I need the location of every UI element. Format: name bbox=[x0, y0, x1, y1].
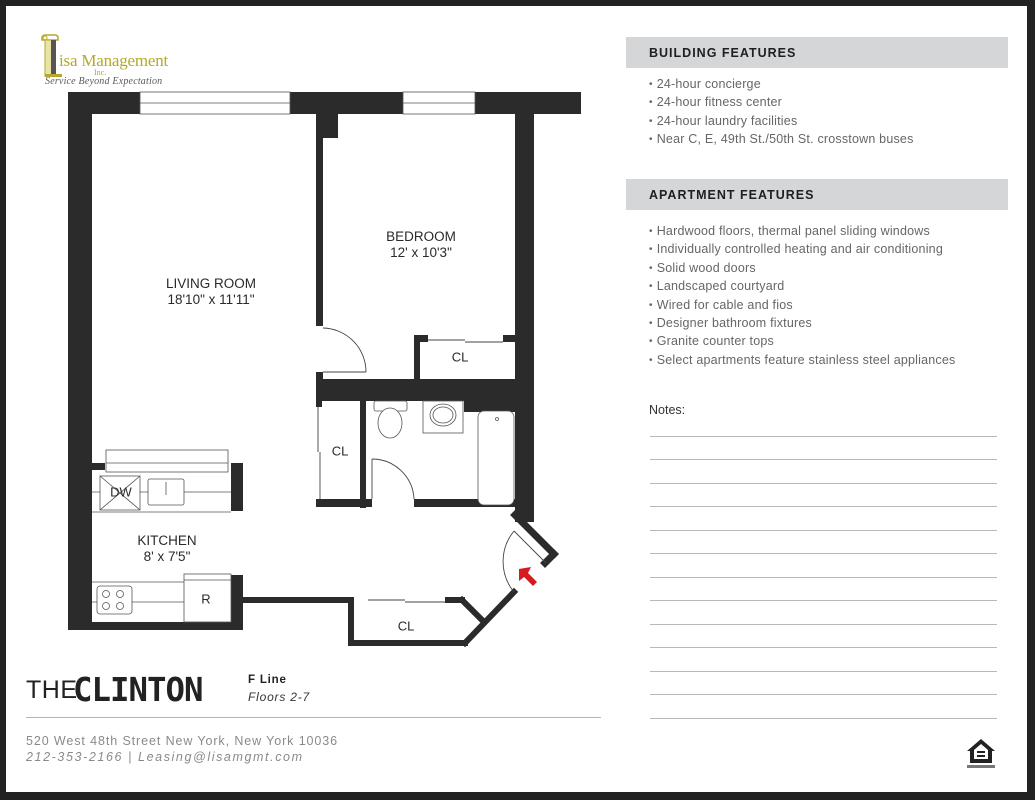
floorplan-sheet bbox=[6, 6, 1027, 792]
note-line bbox=[650, 624, 997, 625]
apartment-features-header bbox=[626, 179, 1008, 210]
building-features-list bbox=[649, 75, 914, 149]
logo-tagline: Service Beyond Expectation bbox=[45, 76, 163, 87]
refrigerator-label: R bbox=[201, 591, 211, 607]
footer-divider bbox=[26, 717, 601, 718]
apartment-features-list bbox=[649, 222, 955, 369]
section-title: APARTMENT FEATURES bbox=[649, 188, 815, 202]
note-line bbox=[650, 530, 997, 531]
hall-closet-label: CL bbox=[331, 443, 349, 459]
unit-line: F Line bbox=[248, 674, 287, 686]
kitchen-label bbox=[137, 533, 196, 565]
entry-arrow-icon bbox=[519, 567, 537, 586]
note-line bbox=[650, 459, 997, 460]
list-item: • Select apartments feature stainless steel appliances bbox=[649, 351, 955, 369]
building-features-header bbox=[626, 37, 1008, 68]
note-line bbox=[650, 718, 997, 719]
note-line bbox=[650, 553, 997, 554]
unit-floors: Floors 2-7 bbox=[248, 690, 311, 704]
section-title: BUILDING FEATURES bbox=[649, 46, 797, 60]
room-size: 18'10" x 11'11" bbox=[167, 292, 255, 307]
note-line bbox=[650, 671, 997, 672]
list-item: • Designer bathroom fixtures bbox=[649, 314, 955, 332]
building-title-name: CLINTON bbox=[73, 670, 203, 709]
floor-plan-drawing bbox=[6, 6, 606, 666]
room-size: 12' x 10'3" bbox=[390, 245, 452, 260]
note-line bbox=[650, 506, 997, 507]
list-item: • Wired for cable and fios bbox=[649, 296, 955, 314]
list-item: • Individually controlled heating and air conditioning bbox=[649, 240, 955, 258]
note-line bbox=[650, 436, 997, 437]
list-item: • 24-hour laundry facilities bbox=[649, 112, 914, 130]
bedroom-closet-label: CL bbox=[451, 349, 469, 365]
room-name: KITCHEN bbox=[137, 533, 197, 548]
note-line bbox=[650, 647, 997, 648]
list-item: • Solid wood doors bbox=[649, 259, 955, 277]
note-line bbox=[650, 600, 997, 601]
contact-info: 212-353-2166 | Leasing@lisamgmt.com bbox=[26, 750, 304, 764]
note-line bbox=[650, 483, 997, 484]
floor-plan bbox=[6, 6, 606, 666]
list-item: • Near C, E, 49th St./50th St. crosstown buses bbox=[649, 130, 914, 148]
logo-inc: Inc. bbox=[94, 68, 107, 77]
living-room-label bbox=[166, 276, 256, 308]
notes-label: Notes: bbox=[649, 403, 686, 417]
dishwasher-label: DW bbox=[110, 484, 132, 500]
list-item: • Hardwood floors, thermal panel sliding windows bbox=[649, 222, 955, 240]
entry-closet-label: CL bbox=[397, 618, 415, 634]
note-line bbox=[650, 694, 997, 695]
list-item: • 24-hour fitness center bbox=[649, 93, 914, 111]
building-address: 520 West 48th Street New York, New York 10036 bbox=[26, 734, 338, 748]
list-item: • 24-hour concierge bbox=[649, 75, 914, 93]
equal-housing-opportunity-icon bbox=[964, 737, 998, 771]
bedroom-label bbox=[386, 229, 456, 261]
list-item: • Landscaped courtyard bbox=[649, 277, 955, 295]
list-item: • Granite counter tops bbox=[649, 332, 955, 350]
room-name: BEDROOM bbox=[386, 229, 456, 244]
room-size: 8' x 7'5" bbox=[143, 549, 191, 564]
note-line bbox=[650, 577, 997, 578]
logo-company-name: isa Management bbox=[59, 51, 169, 70]
room-name: LIVING ROOM bbox=[165, 276, 257, 291]
building-title-prefix: THE bbox=[26, 676, 78, 704]
